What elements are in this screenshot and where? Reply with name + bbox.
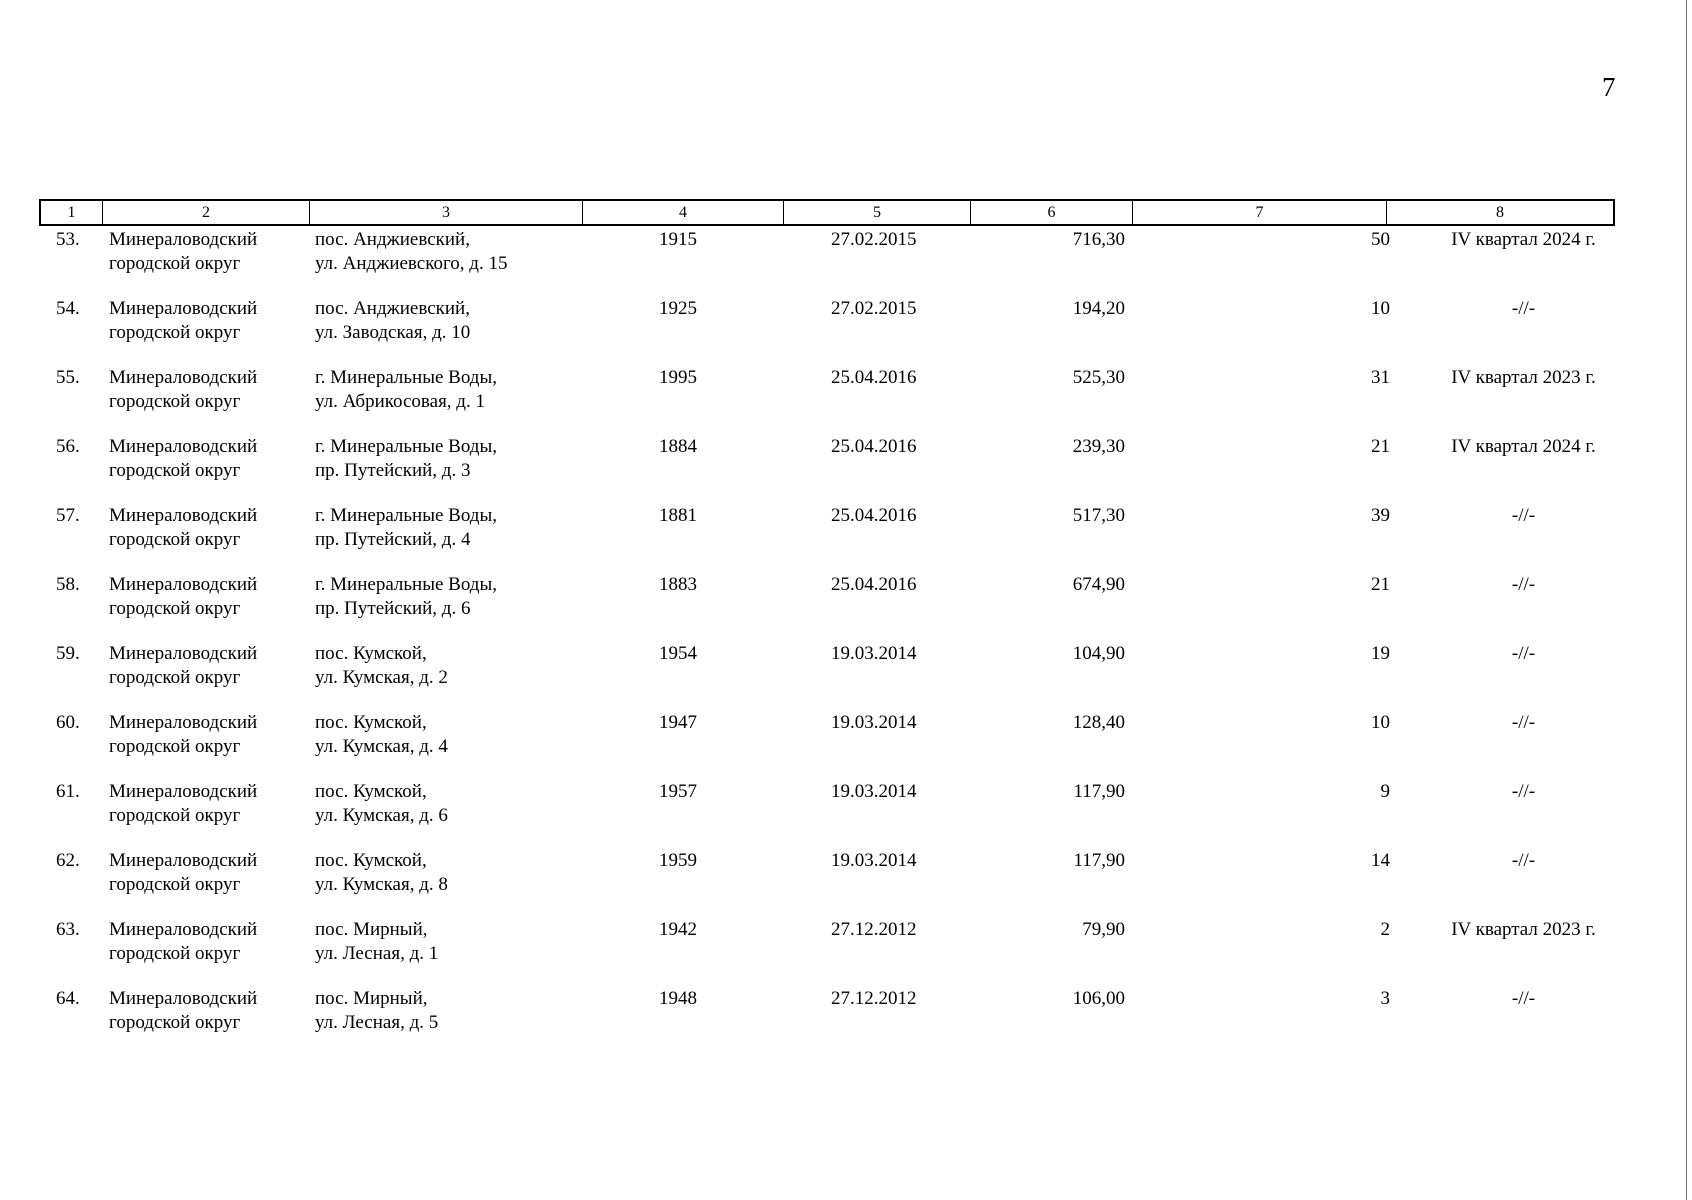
address-line: пр. Путейский, д. 4 bbox=[315, 529, 471, 550]
district-line: Минераловодский bbox=[109, 643, 258, 664]
district-line: городской округ bbox=[109, 1012, 241, 1033]
area-cell: 128,40 bbox=[1072, 712, 1125, 733]
district-line: Минераловодский bbox=[109, 712, 258, 733]
district-line: городской округ bbox=[109, 874, 241, 895]
district-line: городской округ bbox=[109, 322, 241, 343]
row-number: 56. bbox=[56, 436, 80, 457]
year-cell: 1884 bbox=[659, 436, 697, 457]
area-cell: 117,90 bbox=[1073, 781, 1125, 802]
address-cell bbox=[315, 228, 507, 276]
area-cell: 517,30 bbox=[1072, 505, 1125, 526]
district-line: Минераловодский bbox=[109, 298, 258, 319]
address-line: ул. Анджиевского, д. 15 bbox=[315, 253, 508, 274]
district-line: городской округ bbox=[109, 805, 241, 826]
district-cell bbox=[109, 228, 257, 276]
year-cell: 1948 bbox=[659, 988, 697, 1009]
term-cell: -//- bbox=[1511, 712, 1536, 733]
address-line: г. Минеральные Воды, bbox=[315, 505, 497, 526]
address-line: пр. Путейский, д. 3 bbox=[315, 460, 471, 481]
date-cell: 25.04.2016 bbox=[831, 436, 917, 457]
row-number: 55. bbox=[56, 367, 80, 388]
address-cell bbox=[315, 987, 438, 1035]
district-line: Минераловодский bbox=[109, 919, 258, 940]
count-cell: 9 bbox=[1380, 781, 1390, 802]
term-cell: -//- bbox=[1511, 988, 1536, 1009]
area-cell: 194,20 bbox=[1072, 298, 1125, 319]
district-cell bbox=[109, 435, 257, 483]
district-line: городской округ bbox=[109, 529, 241, 550]
row-number: 63. bbox=[56, 919, 80, 940]
district-cell bbox=[109, 711, 257, 759]
count-cell: 21 bbox=[1371, 574, 1390, 595]
table-row bbox=[39, 778, 1615, 847]
district-line: городской округ bbox=[109, 391, 241, 412]
term-cell: -//- bbox=[1511, 505, 1536, 526]
address-line: ул. Кумская, д. 2 bbox=[315, 667, 448, 688]
area-cell: 674,90 bbox=[1072, 574, 1125, 595]
district-line: городской округ bbox=[109, 598, 241, 619]
address-cell bbox=[315, 711, 448, 759]
date-cell: 25.04.2016 bbox=[831, 505, 917, 526]
table-row bbox=[39, 571, 1615, 640]
column-header-4: 4 bbox=[583, 201, 784, 224]
column-header-8: 8 bbox=[1496, 204, 1504, 221]
column-header-2: 2 bbox=[103, 201, 310, 224]
district-line: городской округ bbox=[109, 736, 241, 757]
address-line: ул. Кумская, д. 6 bbox=[315, 805, 448, 826]
address-cell bbox=[315, 435, 497, 483]
count-cell: 3 bbox=[1380, 988, 1390, 1009]
count-cell: 39 bbox=[1371, 505, 1390, 526]
count-cell: 50 bbox=[1371, 229, 1390, 250]
address-line: ул. Абрикосовая, д. 1 bbox=[315, 391, 485, 412]
term-cell: IV квартал 2024 г. bbox=[1451, 229, 1596, 250]
address-line: пос. Кумской, bbox=[315, 781, 427, 802]
table-header bbox=[39, 199, 1615, 226]
district-cell bbox=[109, 642, 257, 690]
year-cell: 1925 bbox=[659, 298, 697, 319]
term-cell: IV квартал 2023 г. bbox=[1451, 367, 1596, 388]
year-cell: 1954 bbox=[659, 643, 697, 664]
term-cell: -//- bbox=[1511, 298, 1536, 319]
address-line: ул. Кумская, д. 8 bbox=[315, 874, 448, 895]
count-cell: 19 bbox=[1371, 643, 1390, 664]
address-line: пос. Мирный, bbox=[315, 988, 428, 1009]
row-number: 60. bbox=[56, 712, 80, 733]
district-line: Минераловодский bbox=[109, 367, 258, 388]
page-number: 7 bbox=[1602, 72, 1616, 102]
date-cell: 19.03.2014 bbox=[831, 712, 917, 733]
date-cell: 25.04.2016 bbox=[831, 574, 917, 595]
address-line: г. Минеральные Воды, bbox=[315, 574, 497, 595]
address-line: пос. Анджиевский, bbox=[315, 298, 470, 319]
table-row bbox=[39, 364, 1615, 433]
district-line: Минераловодский bbox=[109, 574, 258, 595]
address-line: ул. Заводская, д. 10 bbox=[315, 322, 471, 343]
address-line: пр. Путейский, д. 6 bbox=[315, 598, 471, 619]
row-number: 57. bbox=[56, 505, 80, 526]
address-cell bbox=[315, 573, 497, 621]
district-line: Минераловодский bbox=[109, 781, 258, 802]
area-cell: 716,30 bbox=[1072, 229, 1125, 250]
address-cell bbox=[315, 918, 438, 966]
table-row bbox=[39, 985, 1615, 1054]
row-number: 62. bbox=[56, 850, 80, 871]
district-line: Минераловодский bbox=[109, 229, 258, 250]
address-line: пос. Кумской, bbox=[315, 712, 427, 733]
district-line: Минераловодский bbox=[109, 850, 258, 871]
district-cell bbox=[109, 918, 257, 966]
district-line: Минераловодский bbox=[109, 988, 258, 1009]
column-header-1: 1 bbox=[41, 201, 103, 224]
date-cell: 19.03.2014 bbox=[831, 850, 917, 871]
count-cell: 10 bbox=[1371, 712, 1390, 733]
district-cell bbox=[109, 366, 257, 414]
term-cell: IV квартал 2024 г. bbox=[1451, 436, 1596, 457]
year-cell: 1881 bbox=[659, 505, 697, 526]
area-cell: 525,30 bbox=[1072, 367, 1125, 388]
row-number: 61. bbox=[56, 781, 80, 802]
address-line: ул. Кумская, д. 4 bbox=[315, 736, 448, 757]
column-header-7: 7 bbox=[1133, 201, 1387, 224]
year-cell: 1957 bbox=[659, 781, 697, 802]
table-row bbox=[39, 295, 1615, 364]
district-line: Минераловодский bbox=[109, 505, 258, 526]
year-cell: 1883 bbox=[659, 574, 697, 595]
date-cell: 27.12.2012 bbox=[831, 919, 917, 940]
area-cell: 106,00 bbox=[1072, 988, 1125, 1009]
table-row bbox=[39, 640, 1615, 709]
year-cell: 1947 bbox=[659, 712, 697, 733]
district-cell bbox=[109, 504, 257, 552]
page-edge-line bbox=[1686, 0, 1687, 1200]
date-cell: 27.02.2015 bbox=[831, 298, 917, 319]
count-cell: 2 bbox=[1380, 919, 1390, 940]
address-line: ул. Лесная, д. 1 bbox=[315, 943, 439, 964]
date-cell: 27.02.2015 bbox=[831, 229, 917, 250]
year-cell: 1942 bbox=[659, 919, 697, 940]
district-line: городской округ bbox=[109, 460, 241, 481]
district-line: Минераловодский bbox=[109, 436, 258, 457]
district-line: городской округ bbox=[109, 667, 241, 688]
date-cell: 27.12.2012 bbox=[831, 988, 917, 1009]
address-line: пос. Кумской, bbox=[315, 643, 427, 664]
term-cell: -//- bbox=[1511, 643, 1536, 664]
address-cell bbox=[315, 849, 448, 897]
area-cell: 117,90 bbox=[1073, 850, 1125, 871]
count-cell: 31 bbox=[1371, 367, 1390, 388]
date-cell: 25.04.2016 bbox=[831, 367, 917, 388]
table-row bbox=[39, 916, 1615, 985]
row-number: 53. bbox=[56, 229, 80, 250]
column-header-3: 3 bbox=[310, 201, 583, 224]
area-cell: 239,30 bbox=[1072, 436, 1125, 457]
address-line: г. Минеральные Воды, bbox=[315, 367, 497, 388]
count-cell: 21 bbox=[1371, 436, 1390, 457]
district-line: городской округ bbox=[109, 253, 241, 274]
date-cell: 19.03.2014 bbox=[831, 643, 917, 664]
row-number: 58. bbox=[56, 574, 80, 595]
address-line: ул. Лесная, д. 5 bbox=[315, 1012, 439, 1033]
address-cell bbox=[315, 642, 448, 690]
table-body bbox=[39, 226, 1615, 1054]
table-row bbox=[39, 847, 1615, 916]
term-cell: IV квартал 2023 г. bbox=[1451, 919, 1596, 940]
term-cell: -//- bbox=[1511, 574, 1536, 595]
column-header-6: 6 bbox=[971, 201, 1133, 224]
address-line: пос. Мирный, bbox=[315, 919, 428, 940]
date-cell: 19.03.2014 bbox=[831, 781, 917, 802]
year-cell: 1915 bbox=[659, 229, 697, 250]
address-cell bbox=[315, 297, 470, 345]
term-cell: -//- bbox=[1511, 850, 1536, 871]
district-line: городской округ bbox=[109, 943, 241, 964]
table-row bbox=[39, 433, 1615, 502]
year-cell: 1959 bbox=[659, 850, 697, 871]
district-cell bbox=[109, 780, 257, 828]
address-cell bbox=[315, 366, 497, 414]
district-cell bbox=[109, 297, 257, 345]
area-cell: 104,90 bbox=[1072, 643, 1125, 664]
address-line: пос. Кумской, bbox=[315, 850, 427, 871]
table-row bbox=[39, 502, 1615, 571]
address-line: пос. Анджиевский, bbox=[315, 229, 470, 250]
term-cell: -//- bbox=[1511, 781, 1536, 802]
district-cell bbox=[109, 987, 257, 1035]
row-number: 64. bbox=[56, 988, 80, 1009]
district-cell bbox=[109, 573, 257, 621]
district-cell bbox=[109, 849, 257, 897]
row-number: 54. bbox=[56, 298, 80, 319]
table-row bbox=[39, 226, 1615, 295]
column-header-5: 5 bbox=[784, 201, 971, 224]
count-cell: 14 bbox=[1371, 850, 1390, 871]
address-line: г. Минеральные Воды, bbox=[315, 436, 497, 457]
address-cell bbox=[315, 504, 497, 552]
table-row bbox=[39, 709, 1615, 778]
row-number: 59. bbox=[56, 643, 80, 664]
year-cell: 1995 bbox=[659, 367, 697, 388]
count-cell: 10 bbox=[1371, 298, 1390, 319]
address-cell bbox=[315, 780, 448, 828]
area-cell: 79,90 bbox=[1082, 919, 1125, 940]
